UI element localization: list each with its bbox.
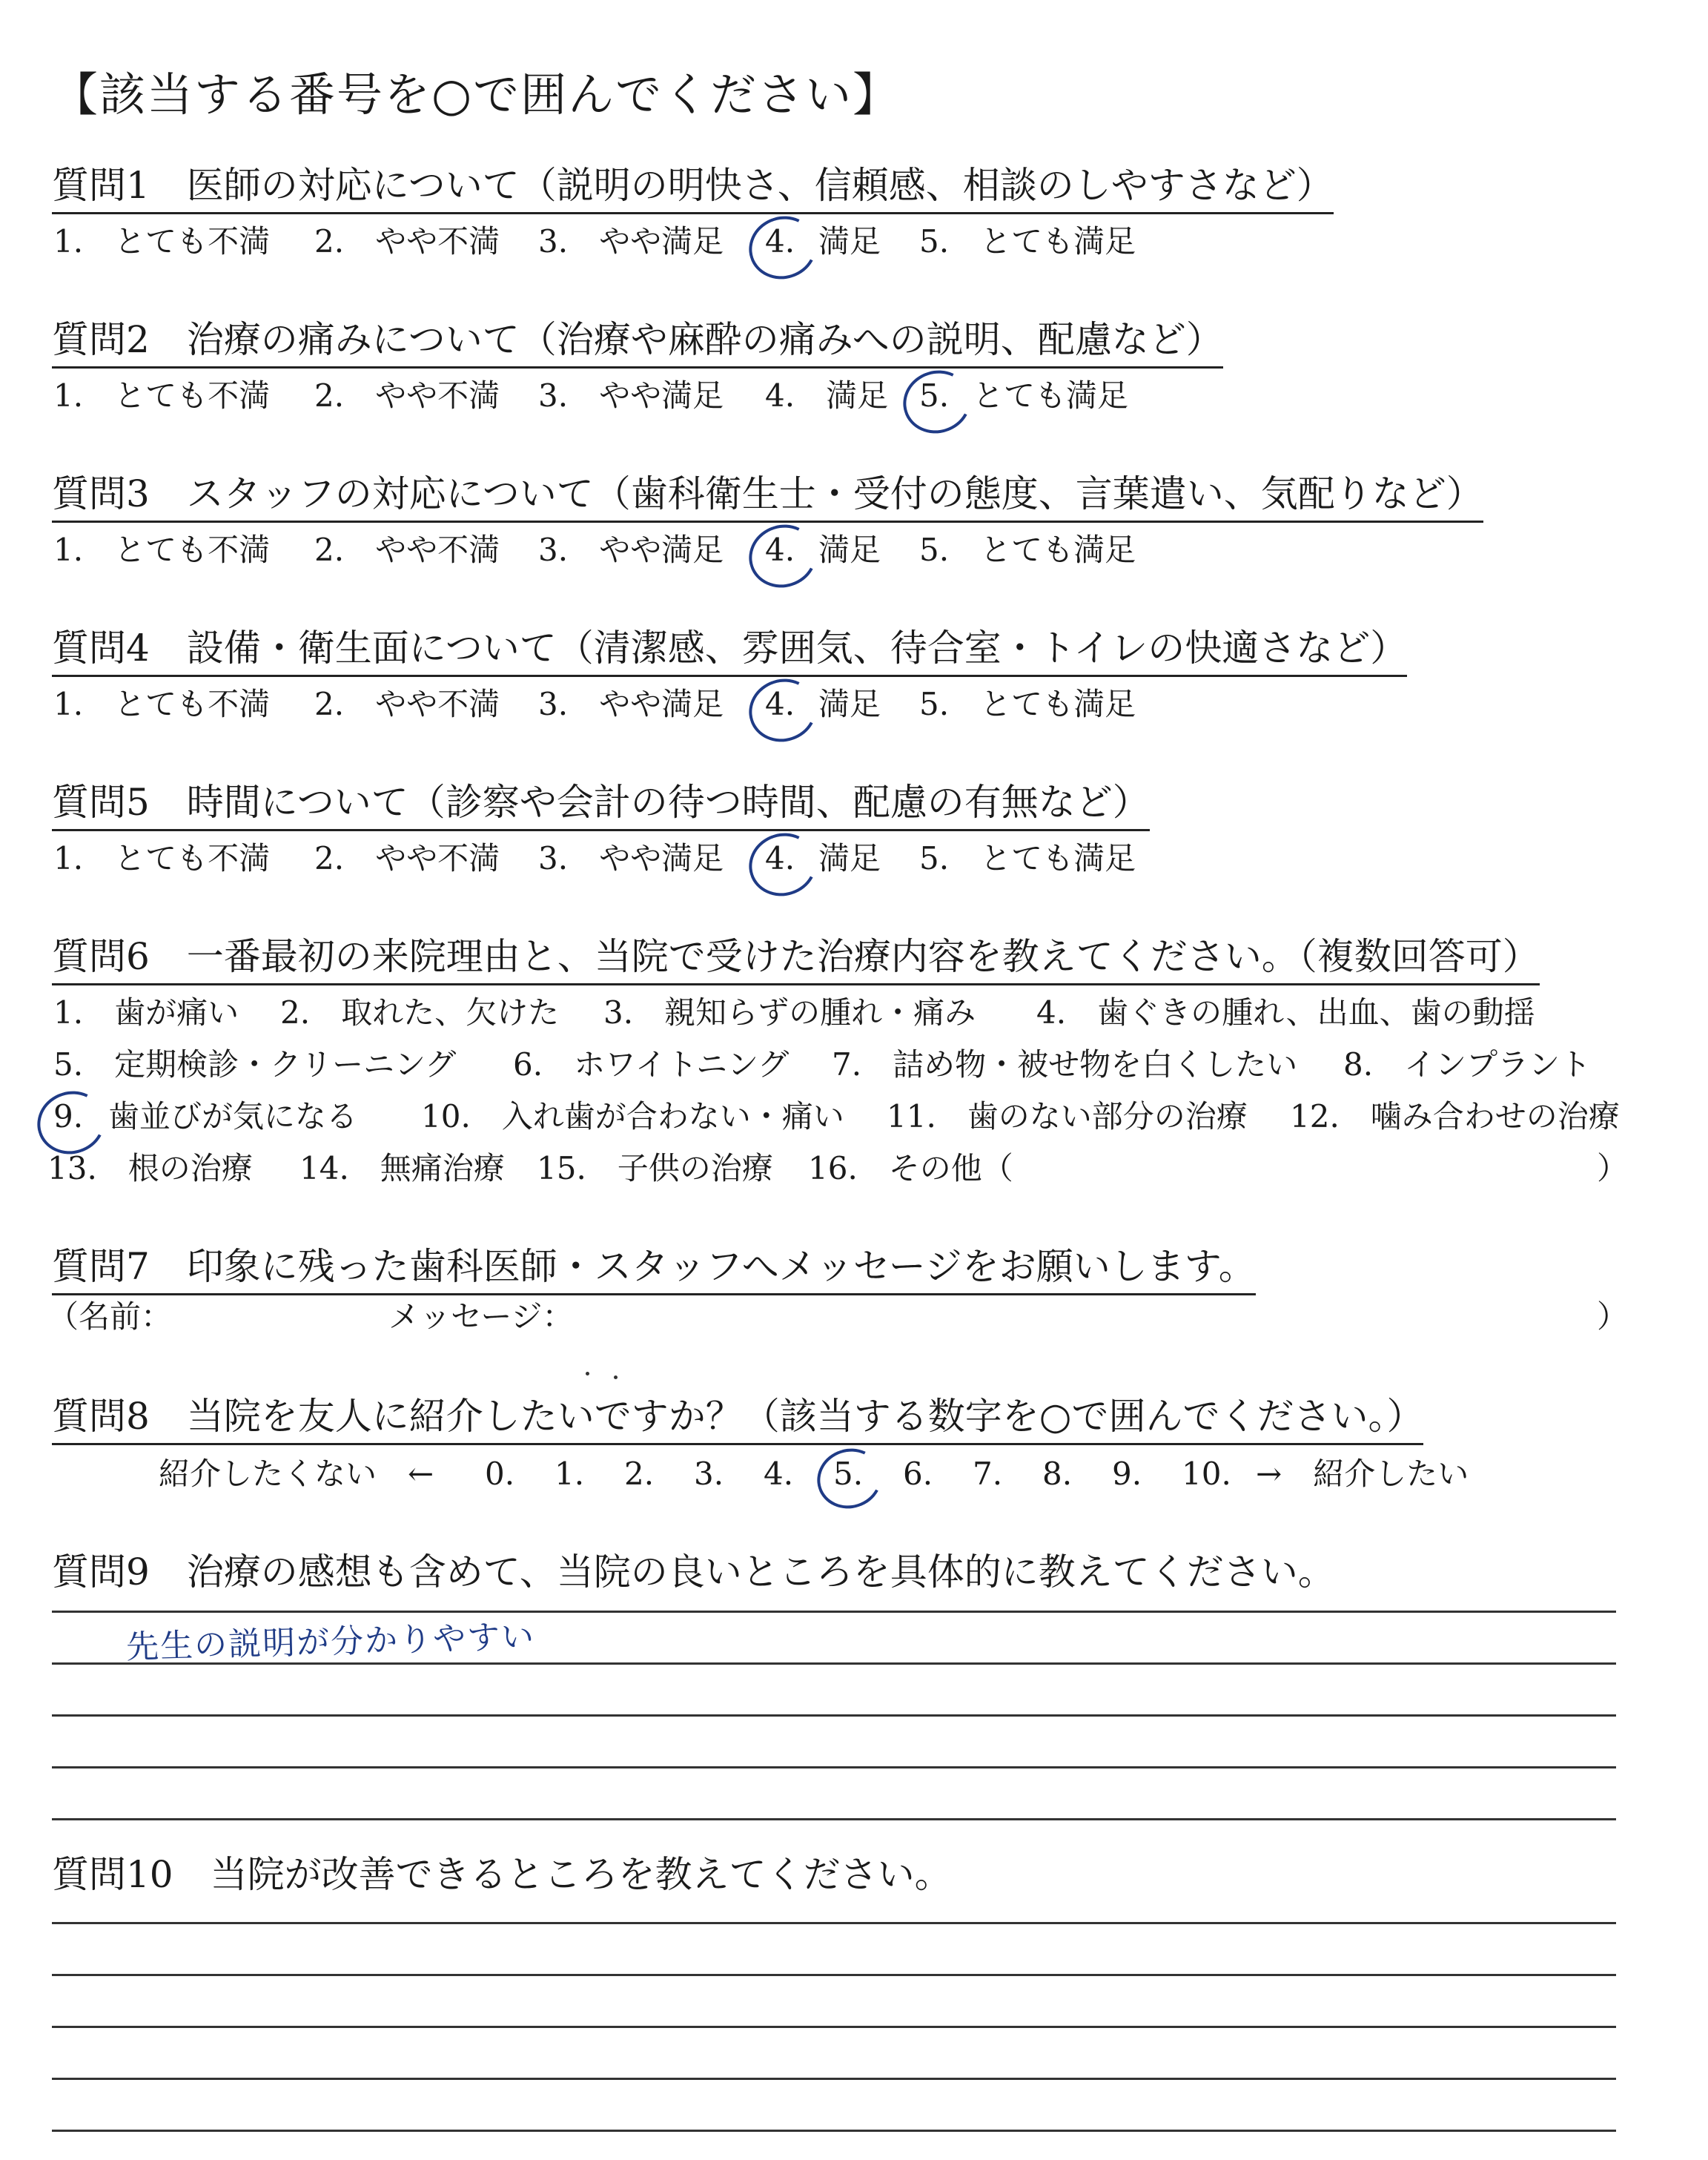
q6-option-12[interactable]: 12. 噛み合わせの治療 <box>1290 1098 1620 1135</box>
q1-option-4-label: 満足 <box>818 223 881 260</box>
q5-title: 質問5 時間について（診察や会計の待つ時間、配慮の有無など） <box>52 779 1150 831</box>
q7-name-label: （名前： <box>47 1298 173 1335</box>
q4-option-5[interactable]: 5. とても満足 <box>919 686 1136 722</box>
q6-other-close-paren: ） <box>1597 1150 1629 1186</box>
q10-answer-line <box>52 1922 1616 1924</box>
q3-title: 質問3 スタッフの対応について（歯科衛生士・受付の態度、言葉遣い、気配りなど） <box>52 470 1483 523</box>
q5-option-5[interactable]: 5. とても満足 <box>919 840 1136 876</box>
q9-answer-line <box>52 1611 1616 1613</box>
q8-left-label: 紹介したくない ← <box>159 1456 434 1492</box>
q6-options-row4 <box>47 1146 1629 1191</box>
q5-option-1[interactable]: 1. とても不満 <box>53 840 271 876</box>
q5-option-2[interactable]: 2. やや不満 <box>314 840 500 876</box>
q4-option-4-label: 満足 <box>818 686 881 722</box>
q10-answer-line <box>52 2130 1616 2132</box>
q3-option-4[interactable] <box>765 528 795 572</box>
q9-title: 質問9 治療の感想も含めて、当院の良いところを具体的に教えてください。 <box>52 1550 1335 1593</box>
scan-speck <box>586 1372 589 1375</box>
q6-option-6[interactable]: 6. ホワイトニング <box>513 1046 790 1083</box>
q10-title: 質問10 当院が改善できるところを教えてください。 <box>52 1853 952 1896</box>
q8-scale-2[interactable]: 2. <box>624 1456 655 1492</box>
q5-option-3[interactable]: 3. やや満足 <box>538 840 724 876</box>
q6-option-4[interactable]: 4. 歯ぐきの腫れ、出血、歯の動揺 <box>1036 994 1535 1031</box>
q6-option-15[interactable]: 15. 子供の治療 <box>537 1150 773 1186</box>
q2-option-5[interactable] <box>919 374 949 418</box>
q2-option-1[interactable]: 1. とても不満 <box>53 377 271 414</box>
q4-option-1[interactable]: 1. とても不満 <box>53 686 271 722</box>
q8-scale-4[interactable]: 4. <box>764 1456 794 1492</box>
q1-option-1[interactable]: 1. とても不満 <box>53 223 271 260</box>
q3-option-1[interactable]: 1. とても不満 <box>53 532 271 568</box>
q5-option-4-number: 4. <box>765 840 795 876</box>
q6-option-13[interactable]: 13. 根の治療 <box>47 1150 253 1186</box>
q10-answer-line <box>52 2026 1616 2028</box>
q2-option-3[interactable]: 3. やや満足 <box>538 377 724 414</box>
q6-option-2[interactable]: 2. 取れた、欠けた <box>280 994 560 1031</box>
q4-option-2[interactable]: 2. やや不満 <box>314 686 500 722</box>
q10-answer-line <box>52 1974 1616 1976</box>
q8-title: 質問8 当院を友人に紹介したいですか？（該当する数字を○で囲んでください。） <box>52 1393 1423 1445</box>
q3-option-2[interactable]: 2. やや不満 <box>314 532 500 568</box>
q5-option-4[interactable] <box>765 836 795 881</box>
q6-option-7[interactable]: 7. 詰め物・被せ物を白くしたい <box>832 1046 1298 1083</box>
q6-option-10[interactable]: 10. 入れ歯が合わない・痛い <box>421 1098 844 1135</box>
q1-option-4[interactable] <box>765 219 795 264</box>
q1-option-4-number: 4. <box>765 223 795 260</box>
q4-option-4-number: 4. <box>765 686 795 722</box>
q2-option-4[interactable]: 4. 満足 <box>765 377 889 414</box>
q6-option-11[interactable]: 11. 歯のない部分の治療 <box>887 1098 1248 1135</box>
q6-option-9-number: 9. <box>53 1098 84 1135</box>
q8-scale-7[interactable]: 7. <box>973 1456 1003 1492</box>
q7-title: 質問7 印象に残った歯科医師・スタッフへメッセージをお願いします。 <box>52 1243 1256 1295</box>
q7-message-label: メッセージ： <box>388 1298 574 1335</box>
q7-response <box>47 1295 1629 1339</box>
q4-option-3[interactable]: 3. やや満足 <box>538 686 724 722</box>
q10-answer-line <box>52 2078 1616 2080</box>
q5-option-4-label: 満足 <box>818 840 881 876</box>
q3-option-3[interactable]: 3. やや満足 <box>538 532 724 568</box>
q6-option-3[interactable]: 3. 親知らずの腫れ・痛み <box>603 994 976 1031</box>
scan-speck <box>614 1375 618 1379</box>
q6-title: 質問6 一番最初の来院理由と、当院で受けた治療内容を教えてください。（複数回答可） <box>52 933 1540 985</box>
q1-title: 質問1 医師の対応について（説明の明快さ、信頼感、相談のしやすさなど） <box>52 162 1334 214</box>
q6-option-9-label: 歯並びが気になる <box>108 1098 358 1135</box>
q6-option-5[interactable]: 5. 定期検診・クリーニング <box>53 1046 457 1083</box>
q3-option-5[interactable]: 5. とても満足 <box>919 532 1136 568</box>
q1-option-2[interactable]: 2. やや不満 <box>314 223 500 260</box>
q6-option-16[interactable]: 16. その他（ <box>808 1150 1013 1186</box>
q8-scale-5-number: 5. <box>833 1456 864 1492</box>
q3-option-4-number: 4. <box>765 532 795 568</box>
q8-scale-9[interactable]: 9. <box>1112 1456 1142 1492</box>
q8-scale-1[interactable]: 1. <box>555 1456 585 1492</box>
q8-scale-row <box>159 1452 1493 1496</box>
form-heading: 【該当する番号を○で囲んでください】 <box>52 67 901 122</box>
q8-scale-6[interactable]: 6. <box>903 1456 933 1492</box>
q1-option-5[interactable]: 5. とても満足 <box>919 223 1136 260</box>
q9-answer-line <box>52 1662 1616 1665</box>
q9-answer-line <box>52 1766 1616 1768</box>
q8-scale-5[interactable] <box>833 1452 863 1496</box>
q6-option-8[interactable]: 8. インプラント <box>1343 1046 1592 1083</box>
q2-option-2[interactable]: 2. やや不満 <box>314 377 500 414</box>
q8-scale-10[interactable]: 10. <box>1182 1456 1231 1492</box>
q3-option-4-label: 満足 <box>818 532 881 568</box>
q8-right-label: → 紹介したい <box>1256 1456 1469 1492</box>
q2-title: 質問2 治療の痛みについて（治療や麻酔の痛みへの説明、配慮など） <box>52 316 1223 369</box>
q6-option-14[interactable]: 14. 無痛治療 <box>299 1150 505 1186</box>
q1-option-3[interactable]: 3. やや満足 <box>538 223 724 260</box>
q9-answer-line <box>52 1818 1616 1820</box>
q8-scale-3[interactable]: 3. <box>694 1456 724 1492</box>
q9-answer-line <box>52 1714 1616 1717</box>
q2-option-5-label: とても満足 <box>973 377 1129 414</box>
q7-close-paren: ） <box>1597 1298 1629 1335</box>
q6-option-9[interactable] <box>53 1094 83 1139</box>
q6-option-1[interactable]: 1. 歯が痛い <box>53 994 239 1031</box>
q9-handwritten-answer[interactable]: 先生の説明が分かりやすい <box>125 1617 536 1667</box>
q8-scale-0[interactable]: 0. <box>485 1456 515 1492</box>
q4-title: 質問4 設備・衛生面について（清潔感、雰囲気、待合室・トイレの快適さなど） <box>52 624 1407 677</box>
q4-option-4[interactable] <box>765 682 795 727</box>
q8-scale-8[interactable]: 8. <box>1042 1456 1073 1492</box>
q2-option-5-number: 5. <box>919 377 950 414</box>
